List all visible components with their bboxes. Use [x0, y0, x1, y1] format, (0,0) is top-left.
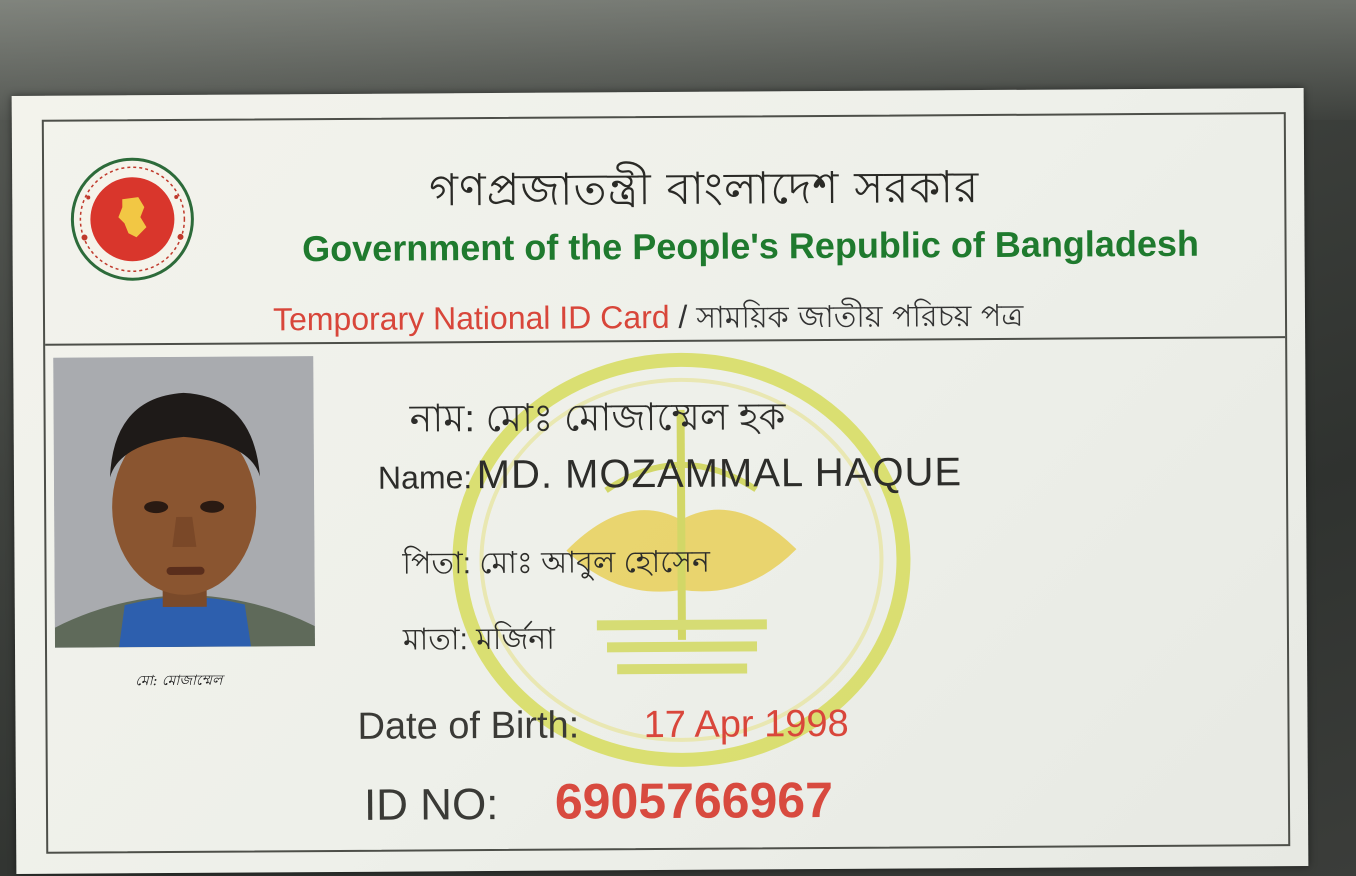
- bangla-government-title: গণপ্রজাতন্ত্রী বাংলাদেশ সরকার: [429, 162, 980, 217]
- name-english-label: Name:: [377, 459, 473, 496]
- government-emblem-icon: [66, 157, 199, 282]
- card-frame: [42, 112, 1290, 854]
- name-bangla-row: [409, 387, 785, 453]
- card-type-line: [273, 290, 1253, 347]
- id-number-label: ID NO:: [363, 779, 499, 830]
- name-bangla-label: নাম:: [409, 398, 476, 441]
- name-bangla-value: মোঃ মোজাম্মেল হক: [485, 396, 786, 441]
- holder-photo: [53, 356, 315, 648]
- date-of-birth-value: 17 Apr 1998: [643, 702, 849, 747]
- mother-label: মাতা:: [402, 623, 468, 657]
- date-of-birth-row: [357, 703, 848, 749]
- person-portrait-icon: [53, 356, 315, 648]
- father-value: মোঃ আবুল হোসেন: [479, 545, 711, 581]
- date-of-birth-label: Date of Birth:: [357, 704, 580, 748]
- card-header: [44, 114, 1285, 346]
- name-english-row: [378, 450, 962, 499]
- card-type-bangla: সাময়িক জাতীয় পরিচয় পত্র: [696, 298, 1024, 336]
- card-type-separator: /: [678, 298, 688, 335]
- id-number-value: 6905766967: [554, 771, 834, 830]
- mother-row: [403, 615, 555, 667]
- id-number-row: [364, 771, 833, 832]
- name-english-value: MD. MOZAMMAL HAQUE: [476, 450, 963, 498]
- father-label: পিতা:: [402, 547, 472, 581]
- national-id-card: [12, 88, 1309, 874]
- father-row: [402, 538, 710, 591]
- card-type-english: Temporary National ID Card: [272, 298, 670, 338]
- holder-signature: মো: মোজাম্মেল: [135, 672, 223, 690]
- mother-value: মর্জিনা: [476, 622, 556, 657]
- english-government-title: Government of the People's Republic of Bangladesh: [302, 222, 1200, 270]
